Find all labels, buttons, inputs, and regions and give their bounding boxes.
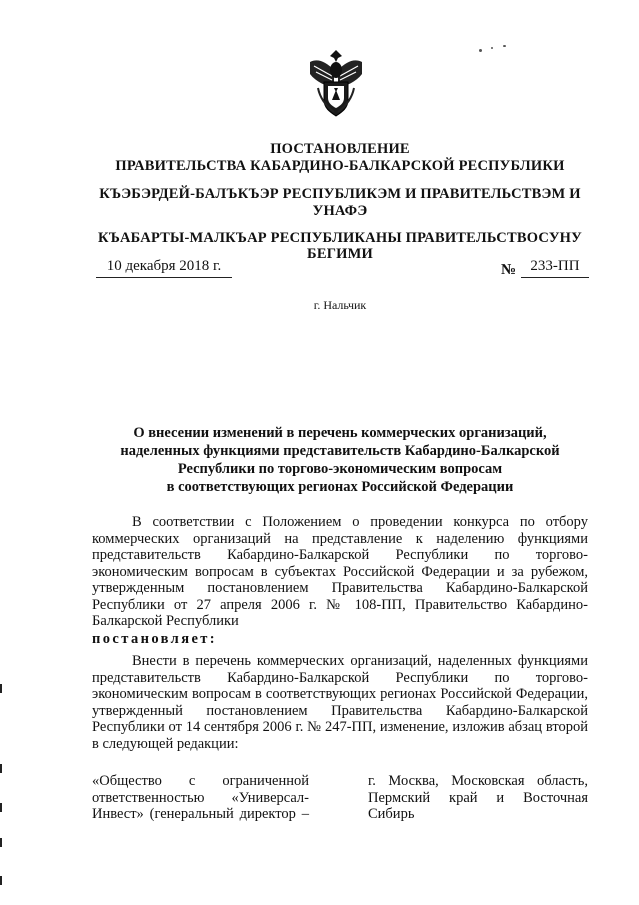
org-name-krc-line2: БЕГИМИ	[307, 246, 373, 262]
org-name-kbd-line2: УНАФЭ	[312, 203, 368, 219]
quote-right-cell: г. Москва, Московская область, Пермский край и Восточная Сибирь	[368, 773, 588, 822]
decree-word: постановляет:	[92, 631, 218, 647]
org-name-kbd-line1: КЪЭБЭРДЕЙ-БАЛЪКЪЭР РЕСПУБЛИКЭМ И ПРАВИТЕЛЬСТВЭМ И	[99, 186, 581, 202]
scan-mark	[0, 838, 2, 847]
title-line: Республики по торгово-экономическим вопросам	[177, 461, 503, 477]
title-line: наделенных функциями представительств Кабардино-Балкарской	[120, 443, 560, 459]
scan-speck	[479, 49, 482, 52]
scan-mark	[0, 876, 2, 885]
coat-of-arms-emblem	[304, 48, 368, 120]
document-number: 233-ПП	[521, 258, 589, 278]
scan-speck	[491, 47, 493, 49]
preamble-paragraph: В соответствии с Положением о проведении конкурса по отбору коммерческих организаций на представление к наделению функциями представительств Кабардино-Балкарской Республики по торгово-экономическим вопросам в субъектах Российской Федерации и за рубежом, утвержденным постановлением Правительства Кабардино-Балкарской Республики от 27 апреля 2006 г. № 108-ПП, Правительство Кабардино-Балкарской Республики	[92, 514, 588, 629]
title-line: О внесении изменений в перечень коммерческих организаций,	[133, 425, 547, 441]
scan-mark	[0, 684, 2, 693]
doc-type-heading: ПОСТАНОВЛЕНИЕ	[270, 141, 410, 157]
city: г. Нальчик	[313, 298, 367, 312]
document-date: 10 декабря 2018 г.	[96, 258, 232, 278]
org-name-krc-line1: КЪАБАРТЫ-МАЛКЪАР РЕСПУБЛИКАНЫ ПРАВИТЕЛЬСТВОСУНУ	[98, 230, 582, 246]
operative-paragraph: Внести в перечень коммерческих организаций, наделенных функциями представительств Кабардино-Балкарской Республики по торгово-экономическим вопросам в соответствующих регионах Российской Федерации, утвержденный постановлением Правительства Кабардино-Балкарской Республики от 14 сентября 2006 г. № 247-ПП, изменение, изложив абзац второй в следующей редакции:	[92, 653, 588, 752]
org-name-ru: ПРАВИТЕЛЬСТВА КАБАРДИНО-БАЛКАРСКОЙ РЕСПУБЛИКИ	[115, 158, 565, 174]
document-title	[80, 424, 600, 496]
quote-left-cell: «Общество с ограниченной ответственностью «Универсал-Инвест» (генеральный директор –	[92, 773, 309, 822]
scan-mark	[0, 764, 2, 773]
title-line: в соответствующих регионах Российской Федерации	[166, 479, 514, 495]
scan-speck	[503, 45, 506, 47]
scan-mark	[0, 803, 2, 812]
number-sign: №	[501, 262, 517, 278]
